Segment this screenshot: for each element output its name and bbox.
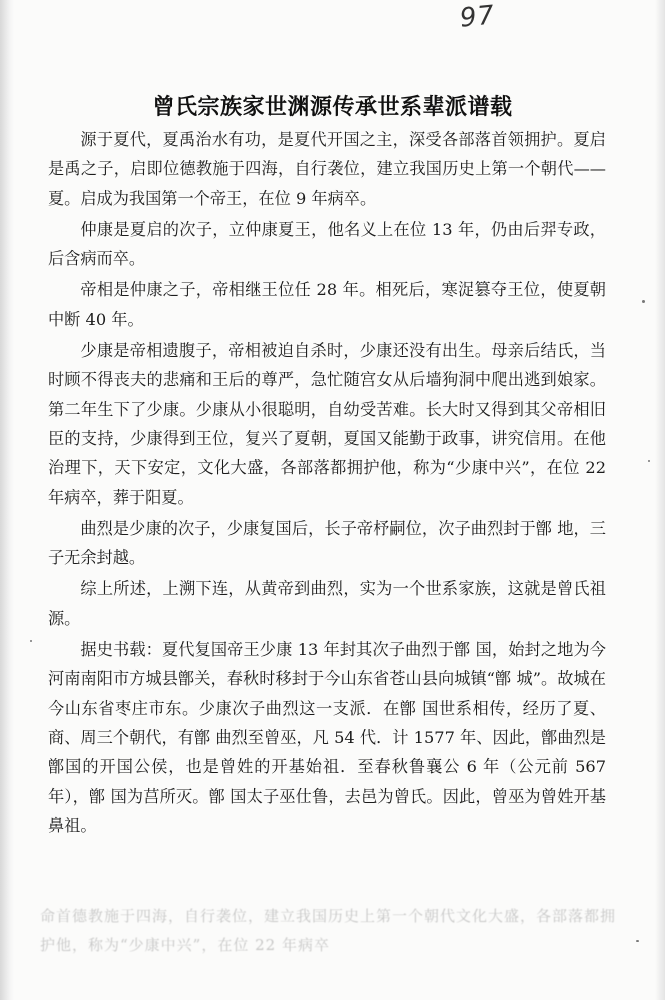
paragraph: 源于夏代，夏禹治水有功，是夏代开国之主，深受各部落首领拥护。夏启是禹之子，启即位德教施于四海，自行袭位，建立我国历史上第一个朝代——夏。启成为我国第一个帝王，在位 9 年病卒。	[48, 130, 606, 208]
scan-shadow-right	[655, 0, 665, 1000]
bleed-through-text: 命首德教施于四海，自行袭位，建立我国历史上第一个朝代文化大盛，各部落都拥护他，称为“少康中兴”，在位 22 年病卒	[40, 907, 617, 954]
paragraph: 少康是帝相遗腹子，帝相被迫自杀时，少康还没有出生。母亲后结氏，当时顾不得丧夫的悲痛和王后的尊严，急忙随宫女从后墙狗洞中爬出逃到娘家。第二年生下了少康。少康从小很聪明，自幼受苦难。长大时又得到其父帝相旧臣的支持，少康得到王位，复兴了夏朝，夏国又能勤于政事，讲究信用。在他治理下，天下安定，文化大盛，各部落都拥护他，称为“少康中兴”，在位 22 年病卒，葬于阳夏。	[48, 341, 606, 507]
scan-speck	[30, 640, 32, 642]
scan-shadow-left	[0, 0, 14, 1000]
scan-speck	[636, 940, 639, 942]
paragraph: 帝相是仲康之子，帝相继王位任 28 年。相死后，寒浞篡夺王位，使夏朝中断 40 年。	[48, 280, 606, 329]
paragraph: 据史书载：夏代复国帝王少康 13 年封其次子曲烈于鄫 国，始封之地为今河南南阳市方城县鄫关，春秋时移封于今山东省苍山县向城镇“鄫 城”。故城在今山东省枣庄市东。少康次子曲烈这一支派．在鄫 国世系相传，经历了夏、商、周三个朝代，有鄫 曲烈至曾巫，凡 54 代．计 1577 年、因此，鄫曲烈是鄫国的开国公侯，也是曾姓的开基始祖．至春秋鲁襄公 6 年（公元前 567 年），鄫 国为莒所灭。鄫 国太子巫仕鲁，去邑为曾氏。因此，曾巫为曾姓开基鼻祖。	[48, 640, 606, 835]
page-title: 曾氏宗族家世渊源传承世系辈派谱载	[152, 95, 513, 120]
paragraph: 仲康是夏启的次子，立仲康夏王，他名义上在位 13 年，仍由后羿专政，后含病而卒。	[48, 219, 606, 269]
article-body	[48, 125, 606, 840]
handwritten-page-number: 97	[458, 0, 497, 34]
paragraph: 曲烈是少康的次子，少康复国后，长子帝杼嗣位，次子曲烈封于鄫 地，三子无余封越。	[48, 518, 606, 568]
scan-speck	[648, 460, 650, 462]
paragraph: 综上所述，上溯下连，从黄帝到曲烈，实为一个世系家族，这就是曾氏祖源。	[48, 579, 606, 628]
scan-speck	[642, 300, 645, 303]
